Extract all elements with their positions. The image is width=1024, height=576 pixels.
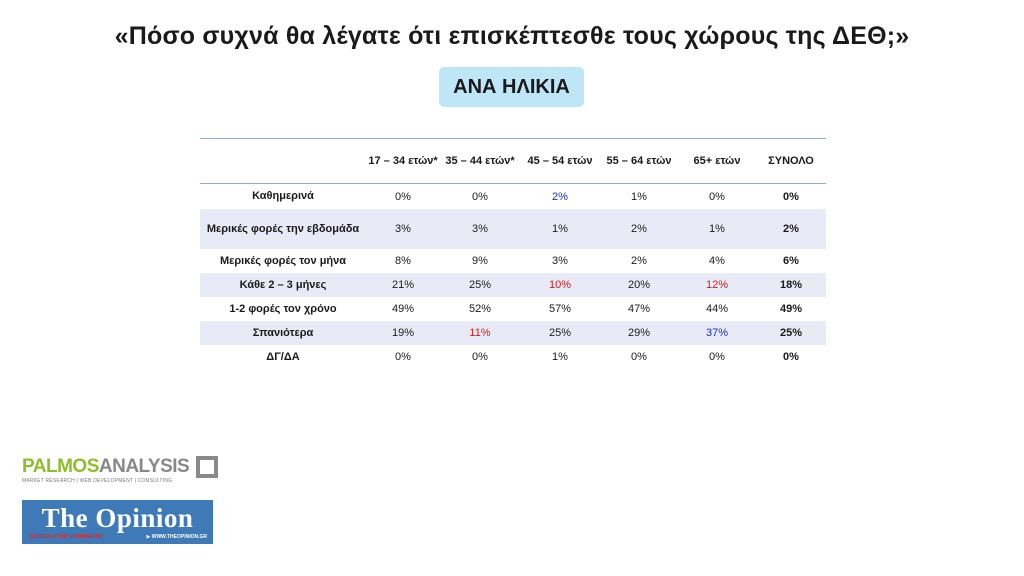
table-header-row [200, 139, 826, 184]
table-cell: 19% [366, 321, 440, 345]
table-cell: 4% [709, 255, 725, 267]
opinion-wordmark: The Opinion [41, 503, 194, 533]
total-cell: 18% [756, 273, 826, 297]
table-row [200, 321, 826, 345]
table-cell: 25% [520, 321, 600, 345]
total-cell: 6% [783, 255, 799, 267]
total-cell: 49% [779, 303, 803, 315]
table-cell: 0% [709, 190, 725, 203]
results-table [200, 138, 826, 369]
table-cell: 1% [631, 190, 647, 203]
palmos-analysis-logo [22, 456, 216, 490]
table-cell: 10% [520, 273, 600, 297]
palmos-wordmark [22, 456, 189, 478]
header-empty [200, 139, 366, 184]
table-cell: 52% [468, 303, 492, 315]
table-cell: 29% [600, 321, 678, 345]
row-label: 1-2 φορές τον χρόνο [229, 302, 337, 315]
header-age-45-54: 45 – 54 ετών [527, 154, 593, 167]
table-row [200, 345, 826, 369]
the-opinion-logo [22, 500, 213, 544]
total-cell: 0% [783, 190, 799, 203]
table-cell: 11% [440, 321, 520, 345]
table-cell: 12% [678, 273, 756, 297]
table-cell: 3% [440, 209, 520, 249]
palmos-wordmark-part1: PALMOS [22, 456, 99, 477]
palmos-wordmark-part2: ANALYSIS [98, 456, 190, 477]
header-age-55-64: 55 – 64 ετών [606, 154, 672, 167]
table-cell: 2% [552, 190, 568, 203]
total-cell: 25% [756, 321, 826, 345]
table-row [200, 297, 826, 321]
table-cell: 37% [678, 321, 756, 345]
table-row [200, 249, 826, 273]
table-cell: 2% [600, 209, 678, 249]
header-age-35-44: 35 – 44 ετών* [445, 154, 515, 167]
table-cell: 44% [705, 303, 729, 315]
table-cell: 21% [366, 273, 440, 297]
table-cell: 47% [627, 303, 651, 315]
table-row [200, 273, 826, 297]
table-cell: 0% [395, 190, 411, 203]
table-cell: 57% [548, 303, 572, 315]
table-row [200, 209, 826, 249]
total-cell: 2% [756, 209, 826, 249]
header-age-65plus: 65+ ετών [693, 154, 741, 167]
slide-title: «Πόσο συχνά θα λέγατε ότι επισκέπτεσθε τους χώρους της ΔΕΘ;» [114, 22, 910, 50]
table-row [200, 184, 826, 210]
row-label: Καθημερινά [252, 190, 314, 202]
palmos-tagline: MARKET RESEARCH | WEB DEVELOPMENT | CONSULTING [22, 478, 173, 484]
row-label: Σπανιότερα [200, 321, 366, 345]
age-subtitle-badge: ΑΝΑ ΗΛΙΚΙΑ [439, 67, 584, 107]
table-cell: 0% [472, 190, 488, 203]
table-cell: 9% [472, 255, 488, 267]
table-cell: 8% [395, 255, 411, 267]
row-label: Μερικές φορές τον μήνα [219, 254, 347, 267]
opinion-tagline: ΕΙΔΗΣΕΙΣ ΣΤΗΝ ΚΑΘΗΜΕΡΙΝΗ [30, 534, 103, 540]
table-cell: 3% [552, 255, 568, 267]
row-label: Μερικές φορές την εβδομάδα [200, 209, 366, 249]
palmos-square-icon [196, 456, 218, 478]
total-cell: 0% [783, 351, 799, 363]
table-cell: 20% [600, 273, 678, 297]
header-age-17-34: 17 – 34 ετών* [368, 154, 438, 167]
header-total: ΣΥΝΟΛΟ [768, 154, 814, 167]
table-cell: 3% [366, 209, 440, 249]
row-label: Κάθε 2 – 3 μήνες [200, 273, 366, 297]
table-cell: 25% [440, 273, 520, 297]
table-cell: 1% [520, 209, 600, 249]
table-cell: 1% [552, 351, 568, 363]
row-label: ΔΓ/ΔΑ [266, 350, 300, 363]
table-cell: 1% [678, 209, 756, 249]
opinion-website: ▶ WWW.THEOPINION.GR [146, 534, 207, 540]
table-cell: 0% [709, 351, 725, 363]
table-cell: 0% [631, 351, 647, 363]
table-cell: 49% [391, 303, 415, 315]
table-cell: 2% [631, 255, 647, 267]
table-cell: 0% [472, 351, 488, 363]
table-cell: 0% [395, 351, 411, 363]
